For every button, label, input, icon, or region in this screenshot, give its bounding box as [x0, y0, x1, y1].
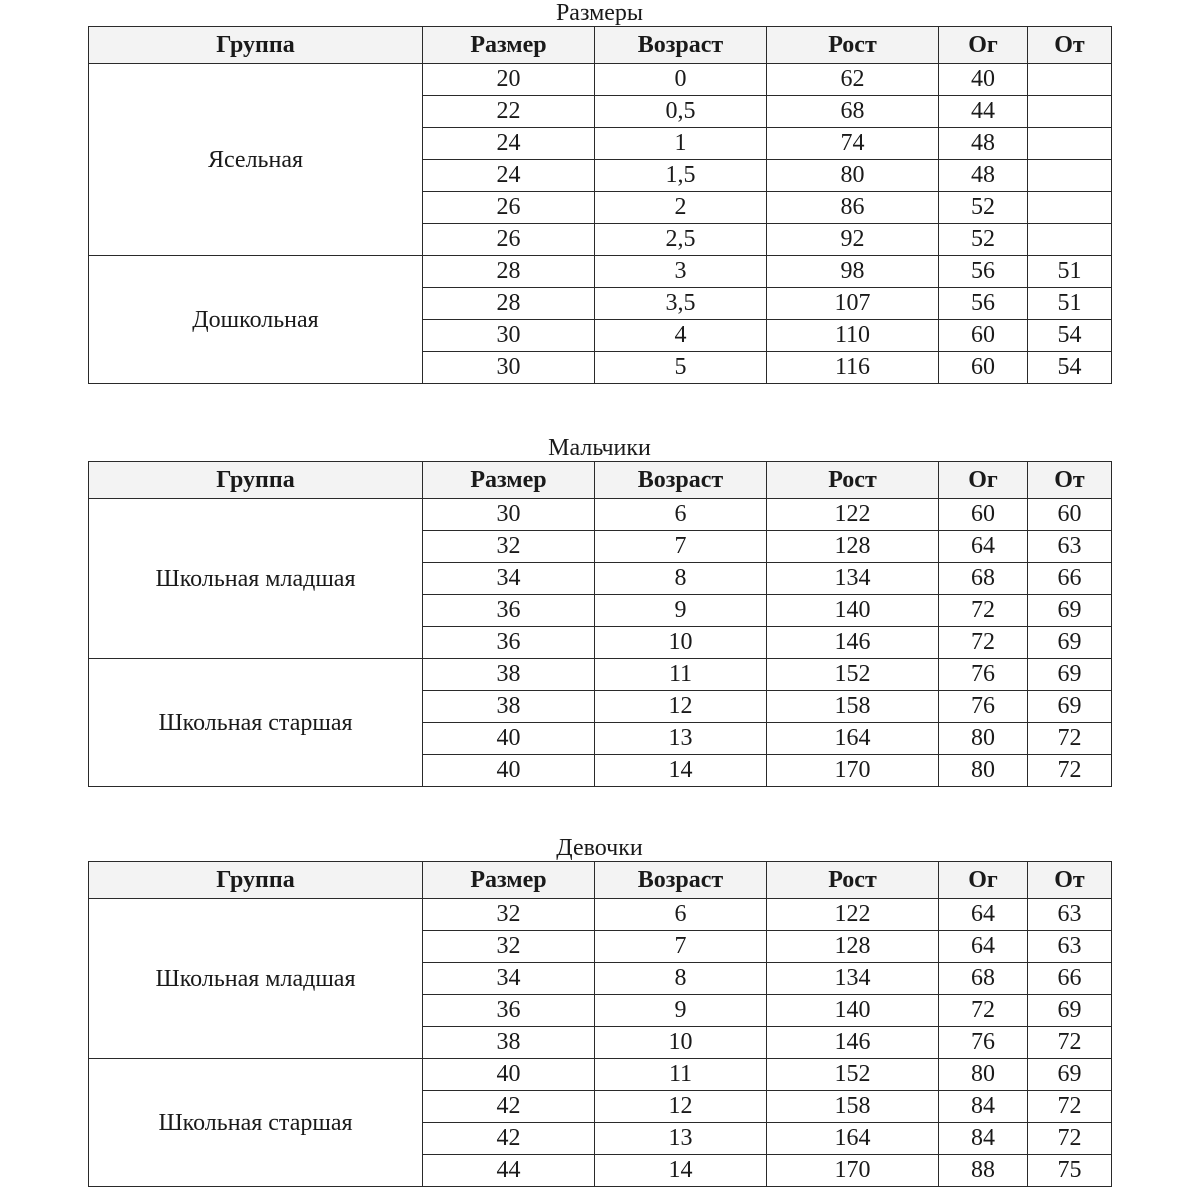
header-row: [89, 862, 1112, 899]
table-cell: 72: [939, 627, 1028, 659]
table-cell: 10: [595, 627, 767, 659]
column-header: Размер: [423, 27, 595, 64]
table-cell: 88: [939, 1155, 1028, 1187]
table-cell: 3,5: [595, 288, 767, 320]
column-header: Ог: [939, 462, 1028, 499]
table-cell: 107: [767, 288, 939, 320]
table-cell: 164: [767, 723, 939, 755]
column-header: Группа: [89, 862, 423, 899]
table-cell: [1028, 128, 1112, 160]
column-header: Ог: [939, 27, 1028, 64]
group-cell: Дошкольная: [89, 256, 423, 384]
table-cell: 13: [595, 1123, 767, 1155]
table-cell: 116: [767, 352, 939, 384]
column-header: От: [1028, 27, 1112, 64]
table-cell: 38: [423, 659, 595, 691]
table-cell: 66: [1028, 563, 1112, 595]
size-table: [88, 461, 1112, 787]
table-cell: 63: [1028, 899, 1112, 931]
table-cell: 12: [595, 691, 767, 723]
column-header: Возраст: [595, 27, 767, 64]
group-cell: Школьная младшая: [89, 899, 423, 1059]
table-cell: 152: [767, 659, 939, 691]
table-cell: 60: [939, 499, 1028, 531]
table-cell: 76: [939, 691, 1028, 723]
table-cell: 134: [767, 563, 939, 595]
size-table: [88, 861, 1112, 1187]
table-cell: 14: [595, 755, 767, 787]
table-cell: 64: [939, 899, 1028, 931]
table-cell: 84: [939, 1091, 1028, 1123]
table-cell: 28: [423, 288, 595, 320]
table-row: [89, 899, 1112, 931]
table-title: Размеры: [555, 0, 644, 26]
table-cell: 5: [595, 352, 767, 384]
table-cell: 30: [423, 352, 595, 384]
table-cell: 68: [939, 563, 1028, 595]
table-cell: 40: [423, 723, 595, 755]
table-cell: 4: [595, 320, 767, 352]
table-cell: 34: [423, 563, 595, 595]
table-section-boys: [88, 435, 1111, 787]
table-cell: 56: [939, 288, 1028, 320]
table-cell: 13: [595, 723, 767, 755]
table-cell: [1028, 96, 1112, 128]
table-cell: 152: [767, 1059, 939, 1091]
table-cell: 64: [939, 931, 1028, 963]
table-cell: 11: [595, 659, 767, 691]
table-cell: 72: [939, 595, 1028, 627]
table-cell: 48: [939, 160, 1028, 192]
table-cell: 72: [1028, 1123, 1112, 1155]
table-cell: 128: [767, 531, 939, 563]
table-cell: 7: [595, 931, 767, 963]
column-header: Рост: [767, 462, 939, 499]
column-header: Рост: [767, 862, 939, 899]
table-cell: 12: [595, 1091, 767, 1123]
table-cell: 38: [423, 691, 595, 723]
table-cell: 80: [939, 755, 1028, 787]
table-cell: 44: [423, 1155, 595, 1187]
table-cell: 8: [595, 963, 767, 995]
table-cell: 26: [423, 224, 595, 256]
table-cell: 69: [1028, 1059, 1112, 1091]
table-cell: 68: [767, 96, 939, 128]
header-row: [89, 27, 1112, 64]
table-cell: 72: [1028, 1091, 1112, 1123]
table-cell: 60: [939, 320, 1028, 352]
table-section-sizes: [88, 0, 1111, 384]
table-cell: 7: [595, 531, 767, 563]
table-cell: 128: [767, 931, 939, 963]
table-cell: 32: [423, 931, 595, 963]
table-row: [89, 1059, 1112, 1091]
table-row: [89, 659, 1112, 691]
table-cell: 122: [767, 899, 939, 931]
column-header: Группа: [89, 27, 423, 64]
table-cell: 20: [423, 64, 595, 96]
table-cell: 170: [767, 755, 939, 787]
column-header: Возраст: [595, 462, 767, 499]
table-cell: 134: [767, 963, 939, 995]
table-cell: 60: [1028, 499, 1112, 531]
table-cell: 28: [423, 256, 595, 288]
table-title: Девочки: [556, 835, 643, 861]
table-cell: 8: [595, 563, 767, 595]
table-cell: 40: [423, 1059, 595, 1091]
table-cell: 30: [423, 499, 595, 531]
table-cell: 51: [1028, 256, 1112, 288]
table-cell: 80: [939, 1059, 1028, 1091]
table-cell: 38: [423, 1027, 595, 1059]
table-title: Мальчики: [548, 435, 651, 461]
table-cell: 140: [767, 595, 939, 627]
table-cell: 40: [423, 755, 595, 787]
column-header: Ог: [939, 862, 1028, 899]
column-header: Возраст: [595, 862, 767, 899]
size-table: [88, 26, 1112, 384]
table-cell: 6: [595, 499, 767, 531]
group-cell: Школьная младшая: [89, 499, 423, 659]
table-cell: 42: [423, 1091, 595, 1123]
table-cell: 80: [767, 160, 939, 192]
table-cell: 36: [423, 595, 595, 627]
table-cell: 10: [595, 1027, 767, 1059]
table-cell: 52: [939, 224, 1028, 256]
table-cell: 48: [939, 128, 1028, 160]
table-cell: 158: [767, 1091, 939, 1123]
table-cell: 122: [767, 499, 939, 531]
table-cell: [1028, 160, 1112, 192]
table-cell: 32: [423, 899, 595, 931]
table-cell: 24: [423, 128, 595, 160]
table-cell: 22: [423, 96, 595, 128]
table-cell: 146: [767, 1027, 939, 1059]
table-cell: 75: [1028, 1155, 1112, 1187]
column-header: Размер: [423, 862, 595, 899]
table-cell: 69: [1028, 659, 1112, 691]
table-cell: 92: [767, 224, 939, 256]
table-cell: 69: [1028, 595, 1112, 627]
table-cell: 74: [767, 128, 939, 160]
table-cell: 34: [423, 963, 595, 995]
table-cell: 44: [939, 96, 1028, 128]
table-cell: 63: [1028, 931, 1112, 963]
table-cell: 56: [939, 256, 1028, 288]
table-cell: 30: [423, 320, 595, 352]
table-cell: 24: [423, 160, 595, 192]
table-cell: 11: [595, 1059, 767, 1091]
table-cell: 98: [767, 256, 939, 288]
table-cell: 9: [595, 995, 767, 1027]
table-cell: 72: [1028, 755, 1112, 787]
table-cell: 76: [939, 1027, 1028, 1059]
table-cell: 84: [939, 1123, 1028, 1155]
table-cell: 68: [939, 963, 1028, 995]
table-cell: 0: [595, 64, 767, 96]
table-cell: 54: [1028, 320, 1112, 352]
table-cell: 72: [1028, 723, 1112, 755]
table-cell: 51: [1028, 288, 1112, 320]
table-cell: 110: [767, 320, 939, 352]
table-cell: 36: [423, 995, 595, 1027]
header-row: [89, 462, 1112, 499]
table-section-girls: [88, 835, 1111, 1187]
column-header: Рост: [767, 27, 939, 64]
table-cell: 36: [423, 627, 595, 659]
table-cell: 63: [1028, 531, 1112, 563]
column-header: Размер: [423, 462, 595, 499]
table-cell: 164: [767, 1123, 939, 1155]
table-cell: 76: [939, 659, 1028, 691]
table-cell: 60: [939, 352, 1028, 384]
table-cell: 1: [595, 128, 767, 160]
table-row: [89, 64, 1112, 96]
table-cell: 40: [939, 64, 1028, 96]
table-cell: 69: [1028, 691, 1112, 723]
table-cell: 0,5: [595, 96, 767, 128]
group-cell: Школьная старшая: [89, 1059, 423, 1187]
table-cell: 52: [939, 192, 1028, 224]
table-cell: 64: [939, 531, 1028, 563]
table-cell: 158: [767, 691, 939, 723]
group-cell: Ясельная: [89, 64, 423, 256]
table-cell: 32: [423, 531, 595, 563]
table-row: [89, 256, 1112, 288]
table-row: [89, 499, 1112, 531]
table-cell: 2: [595, 192, 767, 224]
table-cell: 2,5: [595, 224, 767, 256]
table-cell: 6: [595, 899, 767, 931]
table-cell: 1,5: [595, 160, 767, 192]
table-cell: 54: [1028, 352, 1112, 384]
table-cell: 42: [423, 1123, 595, 1155]
column-header: От: [1028, 862, 1112, 899]
table-cell: [1028, 64, 1112, 96]
table-cell: 140: [767, 995, 939, 1027]
table-cell: 146: [767, 627, 939, 659]
table-cell: 9: [595, 595, 767, 627]
table-cell: 86: [767, 192, 939, 224]
column-header: От: [1028, 462, 1112, 499]
table-cell: [1028, 192, 1112, 224]
table-cell: 69: [1028, 627, 1112, 659]
column-header: Группа: [89, 462, 423, 499]
table-cell: 3: [595, 256, 767, 288]
table-cell: 170: [767, 1155, 939, 1187]
group-cell: Школьная старшая: [89, 659, 423, 787]
table-cell: 69: [1028, 995, 1112, 1027]
table-cell: 62: [767, 64, 939, 96]
table-cell: 26: [423, 192, 595, 224]
table-cell: 14: [595, 1155, 767, 1187]
table-cell: 80: [939, 723, 1028, 755]
table-cell: 66: [1028, 963, 1112, 995]
table-cell: [1028, 224, 1112, 256]
table-cell: 72: [939, 995, 1028, 1027]
table-cell: 72: [1028, 1027, 1112, 1059]
